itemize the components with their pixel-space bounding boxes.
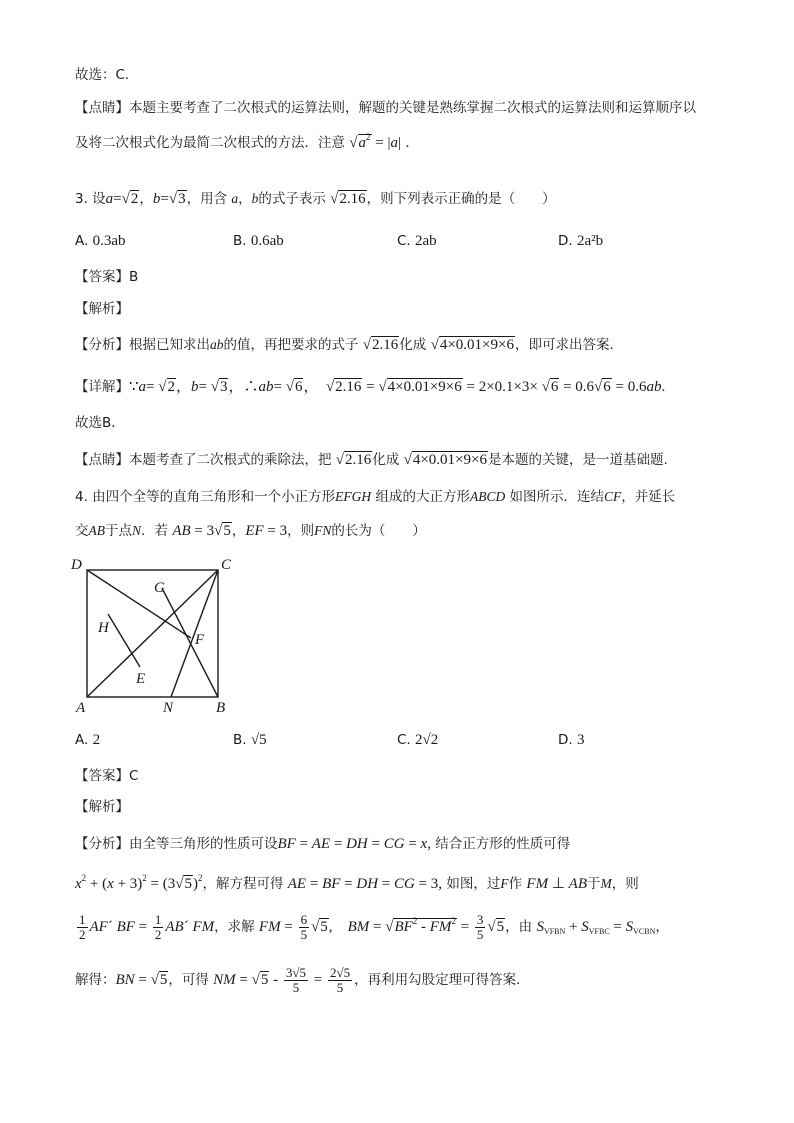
q4-option-d: D. 3 xyxy=(558,732,585,748)
q3-option-b: B. 0.6ab xyxy=(233,233,284,249)
label-A: A xyxy=(76,700,86,714)
question-4-stem-1: 4. 由四个全等的直角三角形和一个小正方形EFGH 组成的大正方形ABCD 如图所示．连结CF，并延长 xyxy=(75,489,676,505)
formula-sqrt-a2: $√a^2 = |a|$ xyxy=(349,132,402,151)
label-E: E xyxy=(136,671,146,687)
dianjing-line-2: 及将二次根式化为最简二次根式的方法．注意 $√a^2 = |a|$ ． xyxy=(75,132,419,151)
line-guxuan-c: 故选：C． xyxy=(75,67,139,83)
label-N: N xyxy=(163,700,174,714)
label-H: H xyxy=(98,620,109,636)
q3-dianjing: 【点睛】本题考查了二次根式的乘除法，把 √2.16化成 √4×0.01×9×6是本题的关键，是一道基础题. xyxy=(75,452,668,468)
q4-option-a: A. 2 xyxy=(75,732,101,748)
q4-option-b: B. √5 xyxy=(233,732,267,748)
label-C: C xyxy=(221,557,232,573)
q3-jiexi: 【解析】 xyxy=(75,301,129,317)
q3-option-a: A. 0.3ab xyxy=(75,233,126,249)
line-h-e xyxy=(108,614,140,667)
label-G: G xyxy=(154,580,165,596)
dianjing-line-1: 【点睛】本题主要考查了二次根式的运算法则，解题的关键是熟练掌握二次根式的运算法则和运算顺序以 xyxy=(75,100,696,116)
q4-area-line: $\frac{1}{2}$ AF´ BF = $\frac{1}{2}$ AB´ FM，求解 FM = $\frac{6}{5}$ √5, BM = $√BF^2 - FM^2$ = $\frac{3}{5}$ √5，由 $S_{VFBN} + S_{VFBC} = S_{VCBN}$， xyxy=(79,911,669,942)
q3-fenxi: 【分析】根据已知求出ab的值，再把要求的式子 √2.16化成 √4×0.01×9×6，即可求出答案. xyxy=(75,337,614,353)
q3-answer: 【答案】B xyxy=(75,269,139,285)
square-figure xyxy=(70,554,250,714)
label-F: F xyxy=(195,632,205,648)
q4-equation-line: $x^2 + (x + 3)^2 = (3√5)^2$，解方程可得 AE = BF = DH = CG = 3, 如图，过F作 FM ⊥ AB于M，则 xyxy=(75,873,639,892)
q4-result-line: 解得：BN = √5，可得 NM = √5 - $\frac{3√5}{5}$ = $\frac{2√5}{5}$ ，再利用勾股定理可得答案． xyxy=(75,964,530,995)
question-3-stem: 3. 设a=√2，b=√3，用含 a，b的式子表示 √2.16，则下列表示正确的是（ ） xyxy=(75,191,556,207)
question-4-stem-2: 交AB于点N．若 AB = 3√5，EF = 3，则FN的长为（ ） xyxy=(75,523,426,539)
q3-xiangjie: 【详解】∵a= √2，b= √3，∴ab= √6， √2.16 = √4×0.01×9×6 = 2×0.1×3× √6 = 0.6√6 = 0.6ab. xyxy=(75,379,666,395)
q4-option-c: C. 2√2 xyxy=(397,732,439,748)
q4-answer: 【答案】C xyxy=(75,768,139,784)
label-D: D xyxy=(71,557,82,573)
q3-option-d: D. 2a²b xyxy=(558,233,604,249)
q3-guxuan: 故选B． xyxy=(75,415,125,431)
q3-option-c: C. 2ab xyxy=(397,233,437,249)
label-B: B xyxy=(216,700,226,714)
q4-fenxi: 【分析】由全等三角形的性质可设BF = AE = DH = CG = x, 结合正方形的性质可得 xyxy=(75,836,571,852)
q4-jiexi: 【解析】 xyxy=(75,799,129,815)
